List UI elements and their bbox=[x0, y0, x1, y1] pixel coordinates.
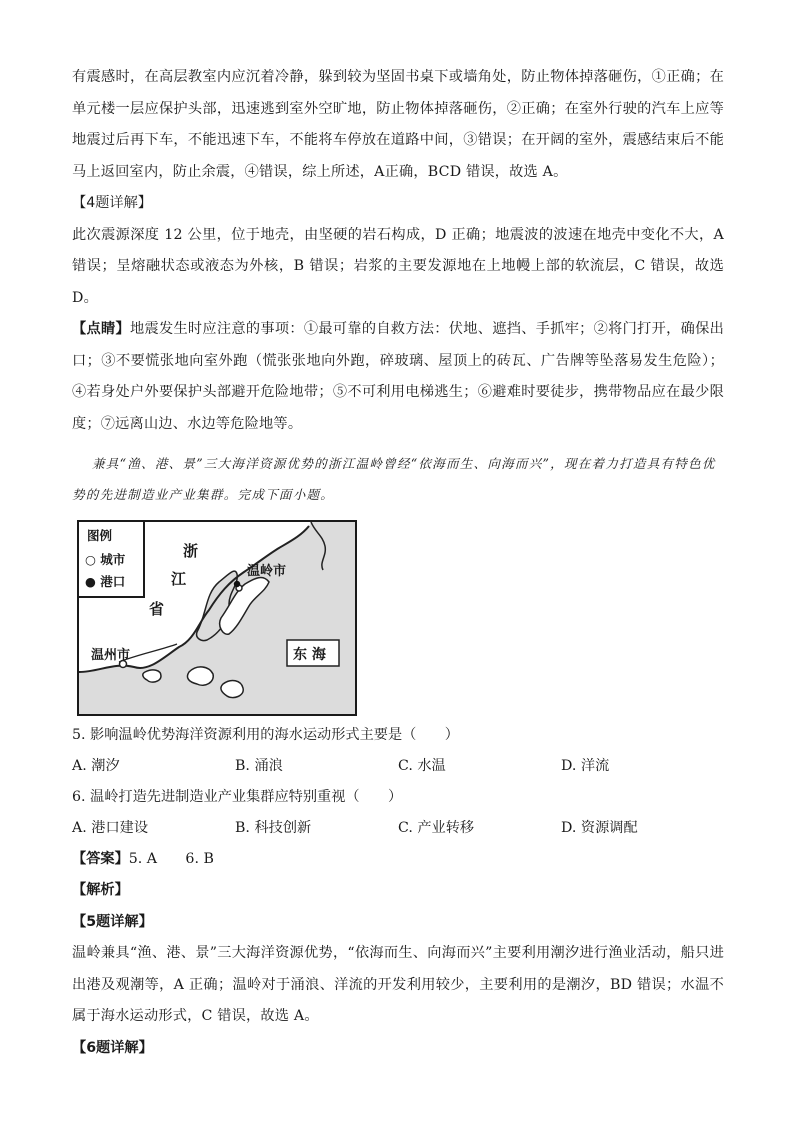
city-symbol-icon: ○ bbox=[85, 552, 96, 567]
label-zhe: 浙 bbox=[183, 542, 199, 560]
q6-option-b: B. 科技创新 bbox=[235, 820, 312, 836]
heading-q4-detail: 【4题详解】 bbox=[72, 195, 152, 211]
legend-city-label: 城市 bbox=[100, 552, 126, 567]
q5-option-a: A. 潮汐 bbox=[72, 758, 120, 774]
legend-title: 图例 bbox=[87, 528, 113, 543]
q5-detail-tag: 【5题详解】 bbox=[72, 913, 153, 930]
question-6-stem: 6. 温岭打造先进制造业产业集群应特别重视（ ） bbox=[72, 789, 403, 805]
q5-option-b: B. 涌浪 bbox=[235, 758, 283, 774]
label-jiang: 江 bbox=[171, 570, 187, 588]
label-sheng: 省 bbox=[149, 600, 165, 618]
legend-port-label: 港口 bbox=[100, 574, 126, 589]
legend-city-row bbox=[85, 550, 125, 568]
answer-values: 5. A 6. B bbox=[128, 851, 214, 867]
tip-tag: 【点睛】 bbox=[72, 321, 130, 337]
map-legend bbox=[79, 522, 145, 598]
question-5-options bbox=[72, 751, 724, 782]
q6-option-a: A. 港口建设 bbox=[72, 820, 149, 836]
analysis-heading bbox=[72, 875, 724, 907]
wenling-map bbox=[77, 520, 357, 716]
q6-option-c: C. 产业转移 bbox=[398, 820, 475, 836]
question-6-options bbox=[72, 813, 724, 844]
tip-paragraph bbox=[72, 314, 724, 440]
q6-detail-tag: 【6题详解】 bbox=[72, 1039, 153, 1056]
question-intro: 兼具“渔、港、景”三大海洋资源优势的浙江温岭曾经“依海而生、向海而兴”，现在着力打造具有特色优势的先进制造业产业集群。完成下面小题。 bbox=[72, 456, 716, 502]
heading-q6-detail bbox=[72, 1033, 724, 1065]
paragraph-q4-explanation: 此次震源深度 12 公里，位于地壳，由坚硬的岩石构成，D 正确；地震波的波速在地壳中变化不大，A 错误；呈熔融状态或液态为外核，B 错误；岩浆的主要发源地在上地幔上部的软流层，C 错误，故选 D。 bbox=[72, 226, 724, 306]
heading-q5-detail bbox=[72, 907, 724, 939]
question-5-stem: 5. 影响温岭优势海洋资源利用的海水运动形式主要是（ ） bbox=[72, 727, 459, 743]
q6-option-d: D. 资源调配 bbox=[561, 820, 638, 836]
tip-text: 地震发生时应注意的事项：①最可靠的自救方法：伏地、遮挡、手抓牢；②将门打开，确保出口；③不要慌张地向室外跑（慌张张地向外跑，碎玻璃、屋顶上的砖瓦、广告牌等坠落易发生危险）；④若身处户外要保护头部避开危险地带；⑤不可利用电梯逃生；⑥避难时要徒步，携带物品应在最少限度；⑦远离山边、水边等危险地等。 bbox=[72, 321, 724, 432]
island-1 bbox=[187, 667, 213, 685]
paragraph-q5-explanation: 温岭兼具“渔、港、景”三大海洋资源优势，“依海而生、向海而兴”主要利用潮汐进行渔业活动，船只进出港及观潮等，A 正确；温岭对于涌浪、洋流的开发利用较少，主要利用的是潮汐，BD 错误；水温不属于海水运动形式，C 错误，故选 A。 bbox=[72, 945, 724, 1024]
q5-option-d: D. 洋流 bbox=[561, 758, 610, 774]
q5-option-c: C. 水温 bbox=[398, 758, 446, 774]
port-marker-wenling bbox=[234, 581, 240, 587]
label-wenling: 温岭市 bbox=[247, 564, 287, 579]
paragraph-q3-explanation: 有震感时，在高层教室内应沉着冷静，躲到较为坚固书桌下或墙角处，防止物体掉落砸伤，①正确；在单元楼一层应保护头部，迅速逃到室外空旷地，防止物体掉落砸伤，②正确；在室外行驶的汽车上应等地震过后再下车，不能迅速下车，不能将车停放在道路中间，③错误；在开阔的室外，震感结束后不能马上返回室内，防止余震，④错误，综上所述，A正确，BCD 错误，故选 A。 bbox=[72, 69, 724, 180]
port-symbol-icon: ● bbox=[85, 574, 96, 589]
answer-line bbox=[72, 844, 724, 875]
legend-port-row bbox=[85, 572, 125, 590]
label-donghai: 东 海 bbox=[293, 647, 326, 663]
label-wenzhou: 温州市 bbox=[91, 648, 131, 663]
document-page bbox=[72, 62, 724, 1064]
analysis-tag: 【解析】 bbox=[72, 882, 129, 898]
answer-tag: 【答案】 bbox=[72, 851, 129, 867]
